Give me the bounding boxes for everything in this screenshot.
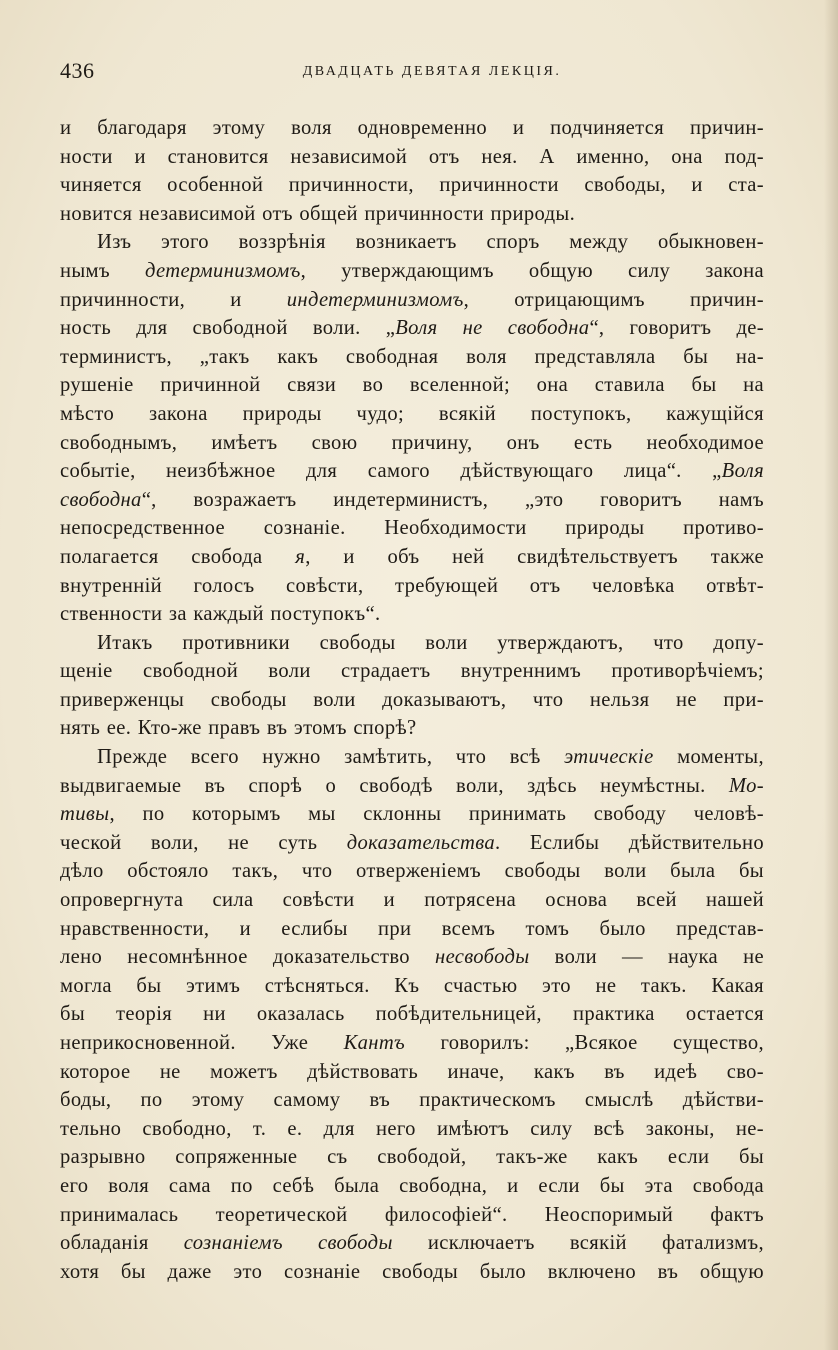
text-line (60, 915, 764, 944)
italic-text: несвободы (435, 946, 530, 969)
text-run: ности и становится независимой отъ нея. А именно, она под- (60, 145, 764, 168)
text-run: выдвигаемые въ спорѣ о свободѣ воли, здѣсь неумѣстны. (60, 774, 729, 797)
text-run: опровергнута сила совѣсти и потрясена основа всей нашей (60, 889, 764, 912)
text-run: непосредственное сознаніе. Необходимости природы противо- (60, 517, 764, 540)
italic-text: Мо- (728, 774, 764, 797)
text-run: Итакъ противники свободы воли утверждаютъ, что допу- (97, 631, 764, 654)
text-run: терминистъ, „такъ какъ свободная воля представляла бы на- (60, 345, 764, 368)
text-run: бы теорія ни оказалась побѣдительницей, практика остается (60, 1003, 764, 1026)
text-line (60, 143, 764, 172)
text-run: “, говоритъ де- (589, 317, 765, 340)
text-line (60, 457, 764, 486)
text-line (60, 657, 764, 686)
text-run: ственности за каждый поступокъ“. (60, 603, 381, 626)
text-line (60, 943, 764, 972)
text-run: чиняется особенной причинности, причинности свободы, и ста- (60, 174, 764, 197)
text-run: полагается свобода (60, 545, 296, 568)
text-run: нымъ (60, 259, 145, 282)
text-run: “, возражаетъ индетерминистъ, „это говоритъ намъ (141, 488, 764, 511)
text-line (60, 400, 764, 429)
text-run: исключаетъ всякій фатализмъ, (392, 1232, 764, 1255)
text-run: новится независимой отъ общей причинности природы. (60, 202, 576, 225)
text-line (60, 1086, 764, 1115)
text-run: лено несомнѣнное доказательство (60, 946, 435, 969)
text-run: причинности, и (60, 288, 287, 311)
text-line (60, 829, 764, 858)
text-run: обладанія (60, 1232, 184, 1255)
text-run: приверженцы свободы воли доказываютъ, что нельзя не при- (60, 688, 764, 711)
text-run: мѣсто закона природы чудо; всякій поступокъ, кажущійся (60, 402, 764, 425)
italic-text: Кантъ (343, 1032, 406, 1054)
text-run: тельно свободно, т. е. для него имѣютъ силу всѣ законы, не- (60, 1117, 764, 1140)
text-run: ческой воли, не суть (60, 831, 347, 854)
text-line (60, 857, 764, 886)
text-line (60, 371, 764, 400)
italic-text: индетерминизмомъ (286, 288, 464, 311)
text-line (60, 1058, 764, 1087)
text-line (60, 600, 764, 629)
text-line (60, 972, 764, 1001)
italic-text: я (295, 545, 306, 568)
page-edge-shadow (824, 0, 838, 1350)
text-run: Изъ этого воззрѣнія возникаетъ споръ между обыкновен- (97, 231, 764, 254)
text-line (60, 314, 764, 343)
text-run: воли — наука не (529, 946, 764, 969)
text-line (60, 1115, 764, 1144)
text-line (60, 257, 764, 286)
text-line (60, 200, 764, 229)
text-run: разрывно сопряженные съ свободой, такъ-же какъ если бы (60, 1146, 764, 1169)
text-run: , утверждающимъ общую силу закона (300, 259, 764, 282)
page-number: 436 (60, 58, 95, 83)
italic-text: Воля (721, 460, 764, 483)
text-run: могла бы этимъ стѣсняться. Къ счастью это не такъ. Какая (60, 974, 764, 997)
text-run: рушеніе причинной связи во вселенной; она ставила бы на (60, 374, 764, 397)
text-line (60, 114, 764, 143)
text-line (60, 514, 764, 543)
italic-text: свободна (60, 488, 142, 511)
body-text (60, 114, 764, 1286)
text-run: нять ее. Кто-же правъ въ этомъ спорѣ? (60, 717, 417, 740)
text-run: его воля сама по себѣ была свободна, и если бы эта свобода (60, 1174, 764, 1197)
italic-text: тивы (60, 803, 110, 826)
text-line (60, 629, 764, 658)
text-run: говорилъ: „Всякое существо, (405, 1032, 765, 1054)
text-run: внутренній голосъ совѣсти, требующей отъ человѣка отвѣт- (60, 574, 764, 597)
text-run: нравственности, и еслибы при всемъ томъ было представ- (60, 917, 764, 940)
text-line (60, 714, 764, 743)
text-run: хотя бы даже это сознаніе свободы было включено въ общую (60, 1260, 764, 1283)
italic-text: этическіе (564, 746, 654, 769)
text-run: Прежде всего нужно замѣтить, что всѣ (97, 746, 565, 769)
running-title: ДВАДЦАТЬ ДЕВЯТАЯ ЛЕКЦІЯ. (302, 64, 562, 79)
text-line (60, 543, 764, 572)
text-line (60, 1201, 764, 1230)
text-line (60, 772, 764, 801)
italic-text: детерминизмомъ (144, 259, 301, 282)
text-line (60, 429, 764, 458)
text-line (60, 1029, 764, 1058)
page-header (60, 58, 764, 92)
text-line (60, 228, 764, 257)
text-line (60, 800, 764, 829)
text-line (60, 686, 764, 715)
text-line (60, 1229, 764, 1258)
text-line (60, 486, 764, 515)
text-line (60, 1143, 764, 1172)
text-run: дѣло обстояло такъ, что отверженіемъ свободы воли была бы (60, 860, 764, 883)
text-run: щеніе свободной воли страдаетъ внутреннимъ противорѣчіемъ; (60, 660, 764, 683)
text-run: ность для свободной воли. „ (60, 317, 396, 340)
text-run: и благодаря этому воля одновременно и подчиняется причин- (60, 117, 764, 139)
text-run: которое не можетъ дѣйствовать иначе, какъ въ идеѣ сво- (60, 1060, 764, 1083)
text-run: свободнымъ, имѣетъ свою причину, онъ есть необходимое (60, 431, 764, 454)
italic-text: сознаніемъ свободы (183, 1232, 393, 1255)
text-line (60, 886, 764, 915)
text-run: моменты, (653, 746, 764, 769)
text-run: принималась теоретической философіей“. Неоспоримый фактъ (60, 1203, 764, 1226)
text-run: , и объ ней свидѣтельствуетъ также (305, 545, 765, 568)
text-run: боды, по этому самому въ практическомъ смыслѣ дѣйстви- (60, 1089, 764, 1112)
text-line (60, 1258, 764, 1287)
italic-text: Воля не свободна (395, 317, 590, 340)
text-run: неприкосновенной. Уже (60, 1032, 344, 1054)
text-line (60, 743, 764, 772)
text-line (60, 1000, 764, 1029)
text-run: , по которымъ мы склонны принимать свободу человѣ- (109, 803, 764, 826)
text-run: , отрицающимъ причин- (463, 288, 765, 311)
text-line (60, 171, 764, 200)
text-line (60, 286, 764, 315)
text-line (60, 1172, 764, 1201)
text-line (60, 572, 764, 601)
italic-text: доказательства (346, 831, 496, 854)
text-run: событіе, неизбѣжное для самого дѣйствующаго лица“. „ (60, 460, 722, 483)
text-line (60, 343, 764, 372)
text-run: . Еслибы дѣйствительно (495, 831, 764, 854)
